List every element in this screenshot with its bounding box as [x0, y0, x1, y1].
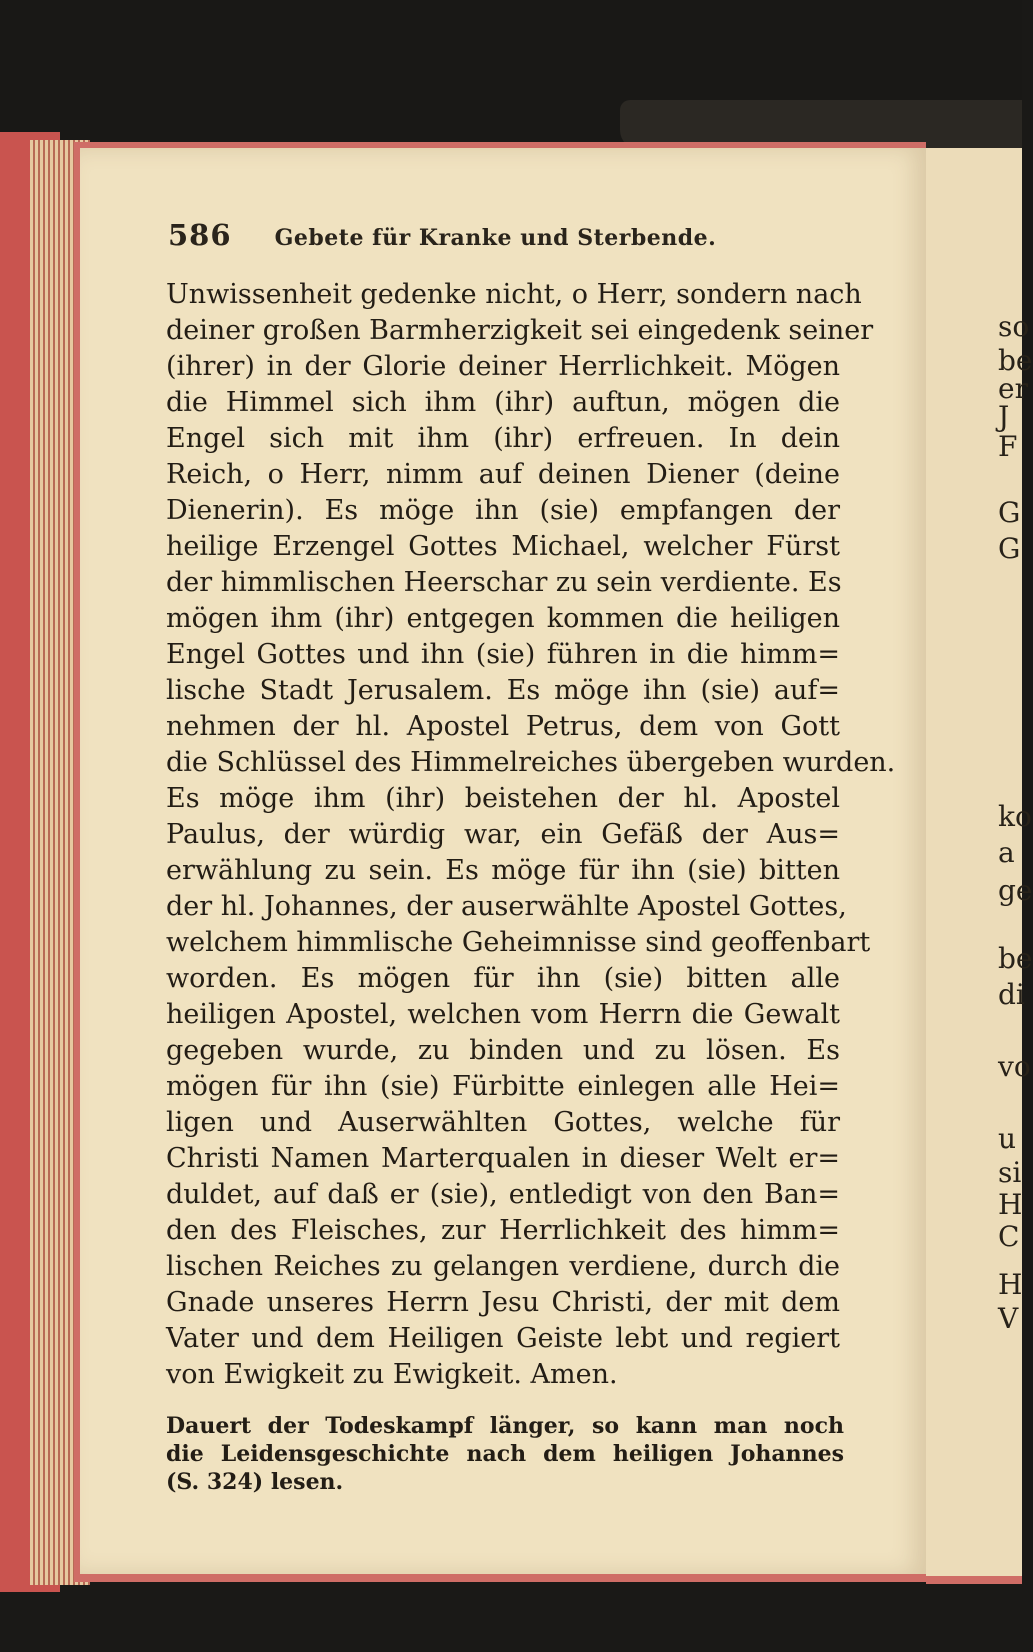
page-header: [168, 218, 858, 258]
prayer-text: [166, 277, 896, 1393]
facing-fragment: F: [998, 430, 1018, 463]
text-line-last: von Ewigkeit zu Ewigkeit. Amen.: [166, 1359, 618, 1390]
text-line: erwählung zu sein. Es möge für ihn (sie) bitten: [166, 855, 840, 886]
facing-fragment: ko: [998, 800, 1032, 833]
text-line: duldet, auf daß er (sie), entledigt von den Ban=: [166, 1179, 840, 1210]
text-line: heilige Erzengel Gottes Michael, welcher Fürst: [166, 531, 840, 562]
text-line: Unwissenheit gedenke nicht, o Herr, sondern nach: [166, 279, 862, 310]
text-line: Es möge ihm (ihr) beistehen der hl. Apostel: [166, 783, 840, 814]
facing-fragment: so: [998, 310, 1030, 343]
text-line: die Schlüssel des Himmelreiches übergeben wurden.: [166, 747, 896, 778]
text-line: Vater und dem Heiligen Geiste lebt und regiert: [166, 1323, 840, 1354]
facing-fragment: G: [998, 496, 1021, 529]
facing-fragment: be: [998, 942, 1033, 975]
facing-fragment: J: [998, 400, 1010, 433]
facing-fragment: si: [998, 1156, 1022, 1189]
facing-fragment: er: [998, 372, 1028, 405]
text-line: welchem himmlische Geheimnisse sind geoffenbart: [166, 927, 871, 958]
facing-fragment: G: [998, 532, 1021, 565]
text-line: deiner großen Barmherzigkeit sei eingedenk seiner: [166, 315, 874, 346]
facing-fragment: ge: [998, 874, 1033, 907]
facing-fragment: V: [998, 1302, 1019, 1335]
text-line: lische Stadt Jerusalem. Es möge ihn (sie) auf=: [166, 675, 840, 706]
text-line: nehmen der hl. Apostel Petrus, dem von Gott: [166, 711, 840, 742]
text-line: der hl. Johannes, der auserwählte Apostel Gottes,: [166, 891, 847, 922]
text-line: gegeben wurde, zu binden und zu lösen. Es: [166, 1035, 840, 1066]
text-line: ligen und Auserwählten Gottes, welche für: [166, 1107, 840, 1138]
text-line: der himmlischen Heerschar zu sein verdiente. Es: [166, 567, 842, 598]
facing-fragment: be: [998, 344, 1033, 377]
facing-fragment: a: [998, 836, 1015, 869]
text-line: heiligen Apostel, welchen vom Herrn die Gewalt: [166, 999, 840, 1030]
text-line: Dienerin). Es möge ihn (sie) empfangen der: [166, 495, 840, 526]
facing-fragment: di: [998, 978, 1025, 1011]
page-number: 586: [168, 218, 232, 252]
text-line: Engel sich mit ihm (ihr) erfreuen. In dein: [166, 423, 840, 454]
facing-fragment: u: [998, 1122, 1017, 1155]
text-line: mögen ihm (ihr) entgegen kommen die heiligen: [166, 603, 840, 634]
facing-fragment: H: [998, 1188, 1023, 1221]
text-line: Paulus, der würdig war, ein Gefäß der Aus=: [166, 819, 840, 850]
text-line: (ihrer) in der Glorie deiner Herrlichkeit. Mögen: [166, 351, 840, 382]
running-head: Gebete für Kranke und Sterbende.: [274, 225, 717, 251]
text-line: die Himmel sich ihm (ihr) auftun, mögen die: [166, 387, 840, 418]
text-line: Engel Gottes und ihn (sie) führen in die himm=: [166, 639, 840, 670]
text-line: mögen für ihn (sie) Fürbitte einlegen alle Hei=: [166, 1071, 840, 1102]
text-line: lischen Reiches zu gelangen verdiene, durch die: [166, 1251, 840, 1282]
text-line: Gnade unseres Herrn Jesu Christi, der mit dem: [166, 1287, 840, 1318]
text-line: worden. Es mögen für ihn (sie) bitten alle: [166, 963, 840, 994]
footnote-instruction: [166, 1412, 844, 1496]
text-line: Christi Namen Marterqualen in dieser Welt er=: [166, 1143, 840, 1174]
facing-fragment: C: [998, 1220, 1020, 1253]
note-line: Dauert der Todeskampf länger, so kann man noch: [166, 1413, 844, 1439]
facing-fragment: vo: [998, 1050, 1031, 1083]
note-line-last: (S. 324) lesen.: [166, 1469, 344, 1495]
note-line: die Leidensgeschichte nach dem heiligen Johannes: [166, 1441, 844, 1467]
text-line: Reich, o Herr, nimm auf deinen Diener (deine: [166, 459, 840, 490]
facing-fragment: H: [998, 1268, 1023, 1301]
text-line: den des Fleisches, zur Herrlichkeit des himm=: [166, 1215, 840, 1246]
